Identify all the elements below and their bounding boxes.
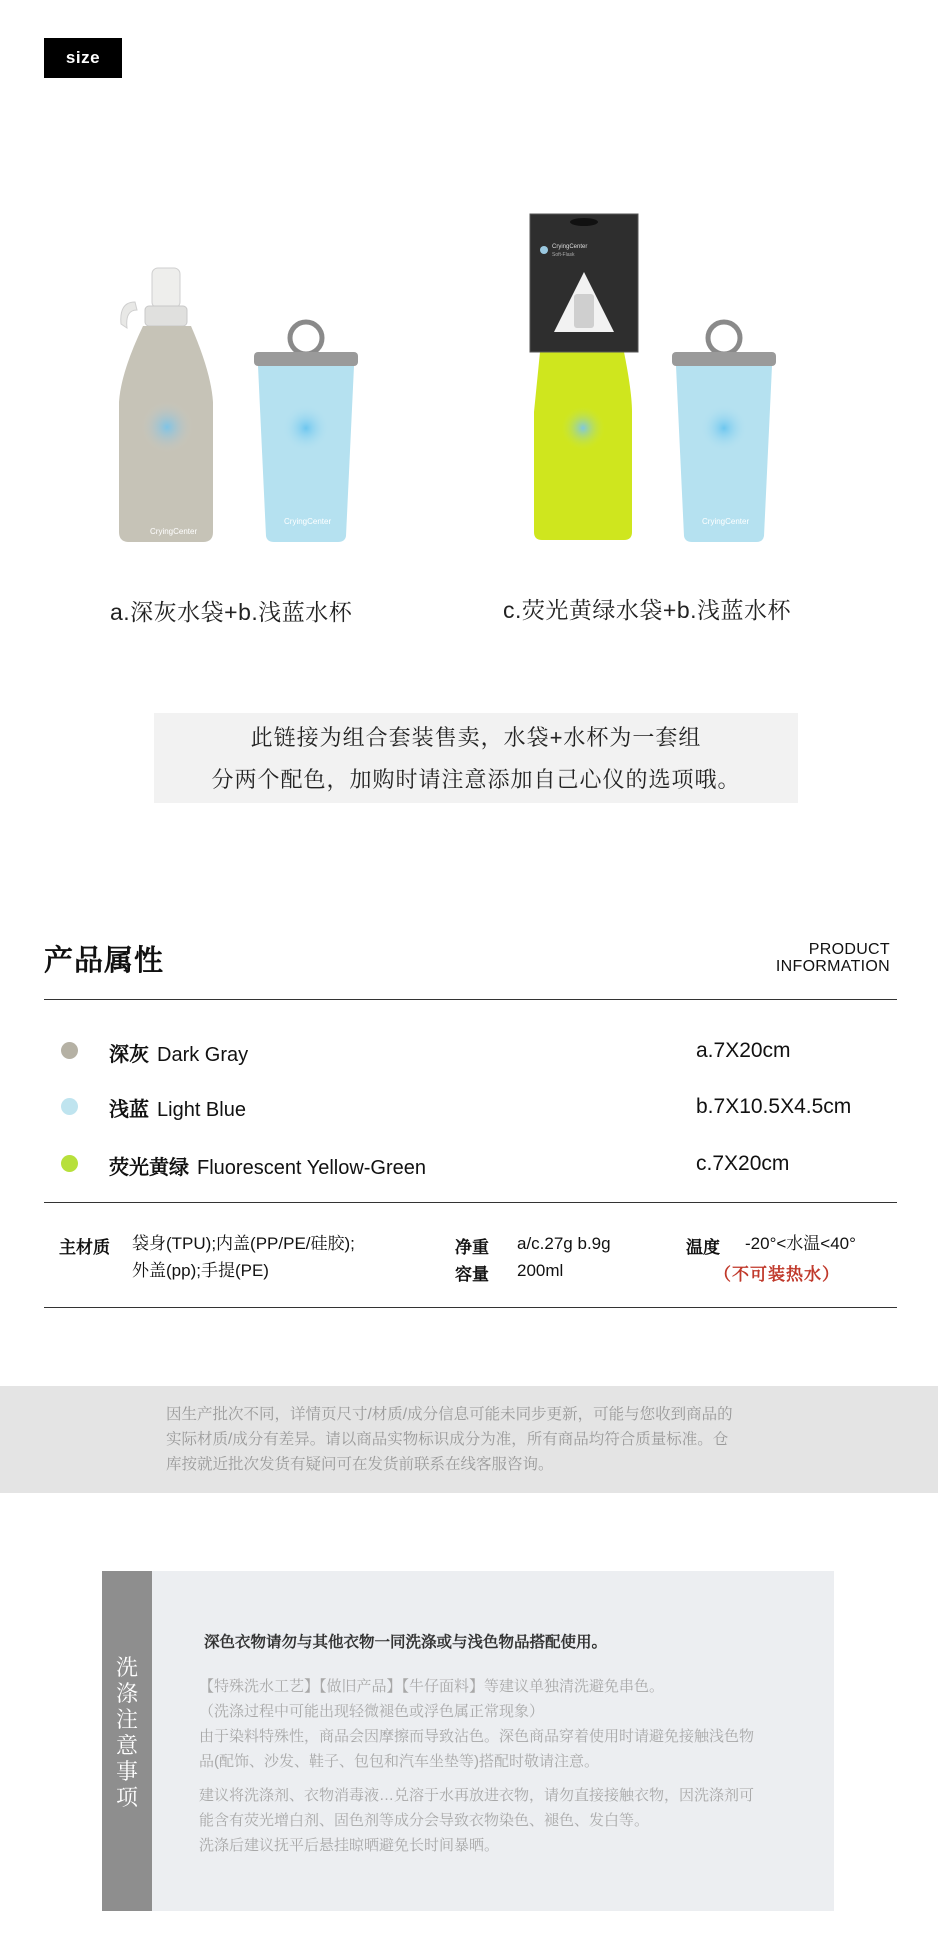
dark-gray-flask-image (115, 262, 230, 553)
material-label: 主材质 (59, 1238, 110, 1257)
light-blue-cup-image-2 (668, 318, 780, 551)
caption-combo-c: c.荧光黄绿水袋+b.浅蓝水杯 (503, 597, 792, 623)
care-paragraph-2 (199, 1783, 799, 1858)
capacity-value: 200ml (517, 1261, 564, 1280)
care-line-2: （洗涤过程中可能出现轻微褪色或浮色属正常现象） (199, 1703, 545, 1720)
package-brand-text: CryingCenter (552, 244, 588, 250)
flask-brand-text: CryingCenter (150, 527, 198, 536)
care-title-char: 涤 (115, 1681, 138, 1706)
weight-label: 净重 (455, 1238, 489, 1257)
care-line-7: 洗涤后建议抚平后悬挂晾晒避免长时间暴晒。 (199, 1837, 500, 1854)
color-cn-dark-gray: 深灰 (109, 1044, 149, 1066)
divider-bottom (44, 1307, 897, 1308)
color-dot-dark-gray (61, 1042, 78, 1059)
care-line-4: 品(配饰、沙发、鞋子、包包和汽车坐垫等)搭配时敬请注意。 (199, 1753, 599, 1770)
caption-combo-a: a.深灰水袋+b.浅蓝水杯 (110, 599, 353, 625)
care-title-char: 意 (115, 1733, 138, 1758)
material-line-1: 袋身(TPU);内盖(PP/PE/硅胶); (132, 1234, 355, 1253)
color-en-dark-gray: Dark Gray (157, 1044, 249, 1066)
section-title-en-2: INFORMATION (775, 958, 890, 975)
section-title-en-1: PRODUCT (808, 941, 890, 958)
size-b: b.7X10.5X4.5cm (696, 1095, 852, 1118)
size-tag: size (44, 38, 122, 78)
care-title-char: 项 (115, 1785, 138, 1810)
combo-notice (154, 713, 798, 803)
cup-brand-text-2: CryingCenter (702, 517, 750, 526)
no-hot-water-warning: （不可装热水） (714, 1265, 840, 1284)
care-line-3: 由于染料特殊性，商品会因摩擦而导致沾色。深色商品穿着使用时请避免接触浅色物 (199, 1728, 755, 1745)
divider-top (44, 999, 897, 1000)
color-cn-yellow-green: 荧光黄绿 (109, 1157, 189, 1179)
care-side-title (102, 1655, 152, 1811)
cup-brand-text: CryingCenter (284, 517, 332, 526)
size-c: c.7X20cm (696, 1152, 790, 1175)
notice-line-1: 此链接为组合套装售卖，水袋+水杯为一套组 (250, 725, 702, 750)
disclaimer-line-1: 因生产批次不同，详情页尺寸/材质/成分信息可能未同步更新，可能与您收到商品的 (166, 1406, 733, 1423)
care-title-char: 注 (115, 1707, 138, 1732)
package-sub-text: Soft-Flask (552, 252, 575, 258)
divider-mid (44, 1202, 897, 1203)
care-title-char: 事 (115, 1759, 138, 1784)
disclaimer-line-2: 实际材质/成分有差异。请以商品实物标识成分为准，所有商品均符合质量标准。仓 (166, 1431, 729, 1448)
care-line-6: 能含有荧光增白剂、固色剂等成分会导致衣物染色、褪色、发白等。 (199, 1812, 650, 1829)
material-line-2: 外盖(pp);手提(PE) (132, 1261, 269, 1280)
care-line-1: 【特殊洗水工艺】【做旧产品】【牛仔面料】等建议单独清洗避免串色。 (199, 1678, 665, 1695)
color-dot-yellow-green (61, 1155, 78, 1172)
capacity-label: 容量 (455, 1265, 489, 1284)
disclaimer-text (166, 1402, 796, 1477)
material-value (132, 1230, 355, 1284)
care-line-5: 建议将洗涤剂、衣物消毒液…兑溶于水再放进衣物，请勿直接接触衣物，因洗涤剂可 (199, 1787, 755, 1804)
disclaimer-line-3: 库按就近批次发货有疑问可在发货前联系在线客服咨询。 (166, 1456, 554, 1473)
color-en-yellow-green: Fluorescent Yellow-Green (197, 1157, 427, 1179)
color-dot-light-blue (61, 1098, 78, 1115)
yellow-green-flask-package-image (528, 212, 640, 549)
color-row-dark-gray (109, 1038, 248, 1067)
weight-value: a/c.27g b.9g (517, 1234, 611, 1253)
notice-line-2: 分两个配色，加购时请注意添加自己心仪的选项哦。 (211, 767, 741, 792)
size-a: a.7X20cm (696, 1039, 791, 1062)
color-cn-light-blue: 浅蓝 (109, 1099, 149, 1121)
care-paragraph-1 (199, 1674, 799, 1774)
color-en-light-blue: Light Blue (157, 1099, 246, 1121)
section-title: 产品属性 (44, 945, 165, 977)
temperature-label: 温度 (686, 1238, 720, 1257)
color-row-light-blue (109, 1093, 246, 1122)
light-blue-cup-image (250, 318, 362, 551)
care-title-char: 洗 (115, 1655, 138, 1680)
color-row-yellow-green (109, 1151, 426, 1180)
care-headline: 深色衣物请勿与其他衣物一同洗涤或与浅色物品搭配使用。 (204, 1634, 608, 1651)
temperature-value: -20°<水温<40° (745, 1234, 856, 1253)
section-title-en (700, 941, 890, 975)
